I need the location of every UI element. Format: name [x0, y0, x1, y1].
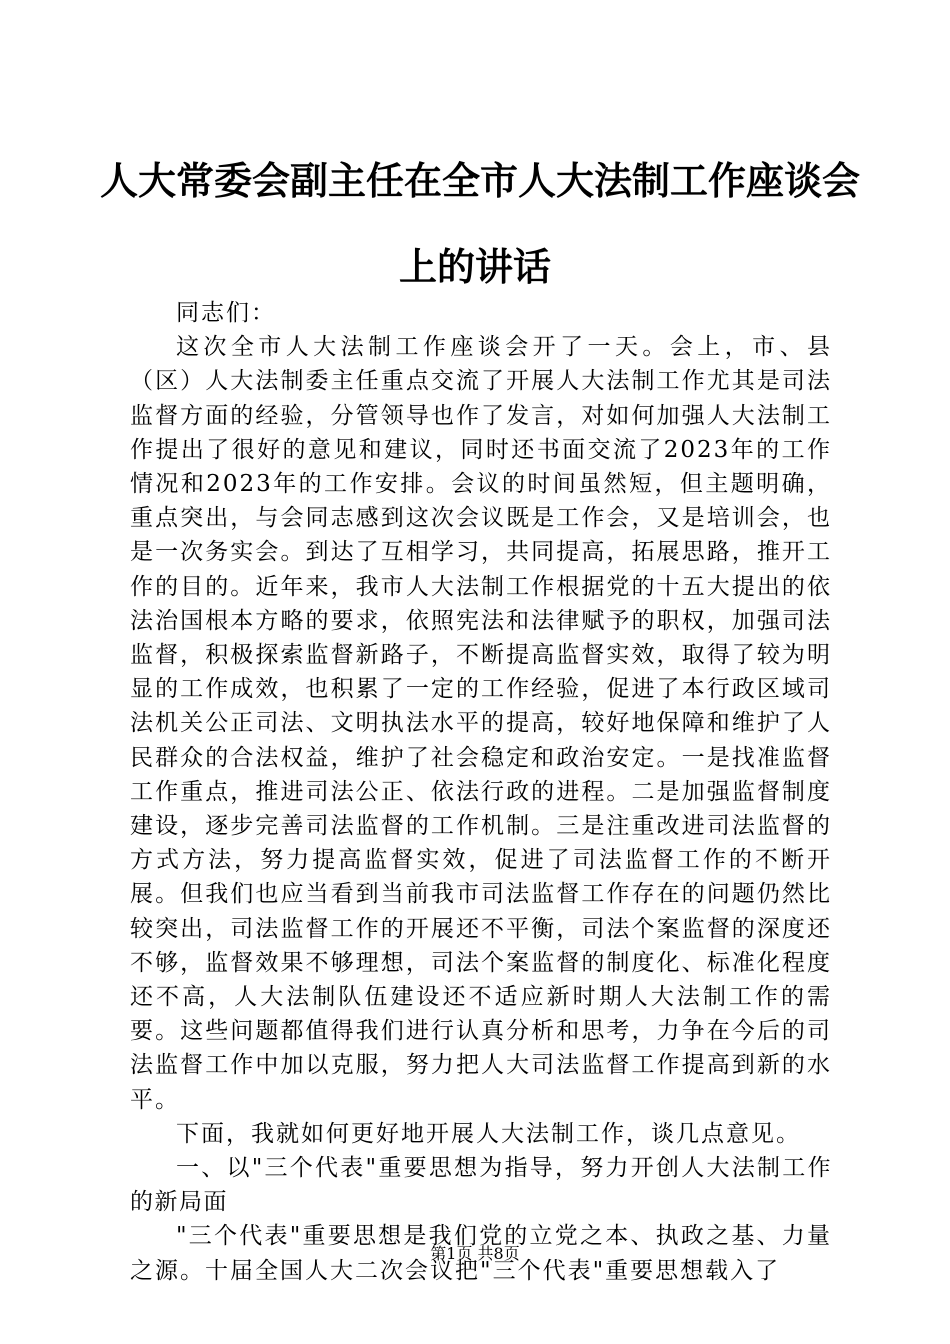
body-paragraph: 下面，我就如何更好地开展人大法制工作，谈几点意见。: [176, 1120, 801, 1147]
document-title-line-2: 上的讲话: [398, 244, 551, 289]
document-body: [130, 296, 832, 1288]
page-number-footer: 第1页 共8页: [430, 1244, 520, 1263]
body-paragraph: "三个代表"重要思想是我们党的立党之本、执政之基、力量之源。十届全国人大二次会议把"三个代表"重要思想载入了: [130, 1223, 832, 1284]
body-paragraph: 这次全市人大法制工作座谈会开了一天。会上，市、县（区）人大法制委主任重点交流了开展人大法制工作尤其是司法监督方面的经验，分管领导也作了发言，对如何加强人大法制工作提出了很好的意见和建议，同时还书面交流了2023年的工作情况和2023年的工作安排。会议的时间虽然短，但主题明确，重点突出，与会同志感到这次会议既是工作会，又是培训会，也是一次务实会。到达了互相学习，共同提高，拓展思路，推开工作的目的。近年来，我市人大法制工作根据党的十五大提出的依法治国根本方略的要求，依照宪法和法律赋予的职权，加强司法监督，积极探索监督新路子，不断提高监督实效，取得了较为明显的工作成效，也积累了一定的工作经验，促进了本行政区域司法机关公正司法、文明执法水平的提高，较好地保障和维护了人民群众的合法权益，维护了社会稳定和政治安定。一是找准监督工作重点，推进司法公正、依法行政的进程。二是加强监督制度建设，逐步完善司法监督的工作机制。三是注重改进司法监督的方式方法，努力提高监督实效，促进了司法监督工作的不断开展。但我们也应当看到当前我市司法监督工作存在的问题仍然比较突出，司法监督工作的开展还不平衡，司法个案监督的深度还不够，监督效果不够理想，司法个案监督的制度化、标准化程度还不高，人大法制队伍建设还不适应新时期人大法制工作的需要。这些问题都值得我们进行认真分析和思考，力争在今后的司法监督工作中加以克服，努力把人大司法监督工作提高到新的水平。: [130, 334, 832, 1113]
section-heading: 一、以"三个代表"重要思想为指导，努力开创人大法制工作的新局面: [130, 1155, 832, 1216]
document-title-line-1: 人大常委会副主任在全市人大法制工作座谈会: [100, 158, 861, 203]
salutation-paragraph: 同志们：: [176, 300, 276, 326]
